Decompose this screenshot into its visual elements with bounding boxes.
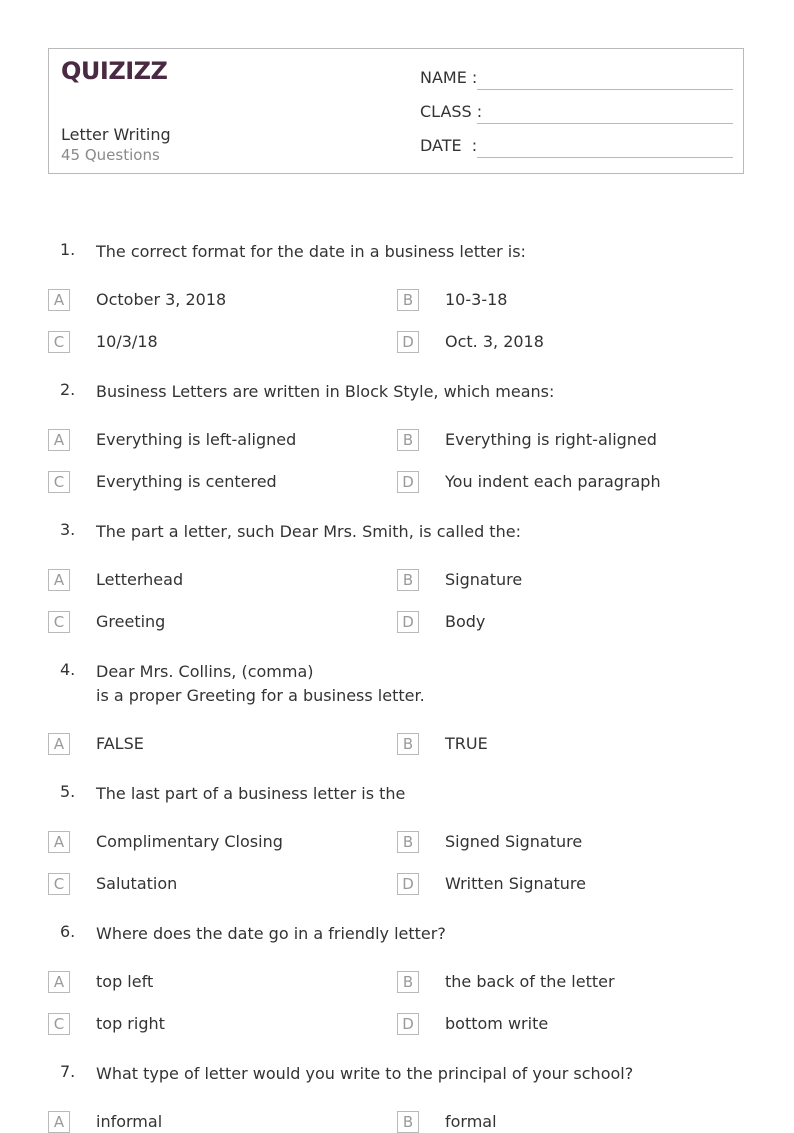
option-text: Letterhead <box>96 570 184 589</box>
question-text: The correct format for the date in a business letter is: <box>96 242 526 261</box>
option-text: Everything is centered <box>96 472 277 491</box>
quizizz-logo: QUIZIZZ <box>61 57 168 85</box>
option-text: Signature <box>445 570 523 589</box>
worksheet-header <box>48 48 744 174</box>
option-letter-box[interactable]: C <box>48 1013 70 1035</box>
option-letter-box[interactable]: C <box>48 873 70 895</box>
question-text: The part a letter, such Dear Mrs. Smith, is called the: <box>96 522 521 541</box>
option-text: Signed Signature <box>445 832 583 851</box>
option-text: October 3, 2018 <box>96 290 227 309</box>
option-letter-box[interactable]: D <box>397 331 419 353</box>
option-text: Body <box>445 612 486 631</box>
option-text: Everything is right-aligned <box>445 430 657 449</box>
date-line[interactable] <box>477 157 733 158</box>
option-letter-box[interactable]: C <box>48 331 70 353</box>
option-letter-box[interactable]: A <box>48 289 70 311</box>
option-text: formal <box>445 1112 497 1131</box>
option-text: bottom write <box>445 1014 549 1033</box>
option-letter-box[interactable]: B <box>397 733 419 755</box>
question-number: 3. <box>60 520 76 539</box>
question-number: 1. <box>60 240 76 259</box>
option-letter-box[interactable]: B <box>397 831 419 853</box>
option-letter-box[interactable]: C <box>48 611 70 633</box>
option-letter-box[interactable]: D <box>397 1013 419 1035</box>
option-text: Greeting <box>96 612 166 631</box>
option-text: top left <box>96 972 154 991</box>
option-letter-box[interactable]: D <box>397 873 419 895</box>
option-letter-box[interactable]: D <box>397 471 419 493</box>
option-text: Salutation <box>96 874 178 893</box>
option-letter-box[interactable]: A <box>48 429 70 451</box>
option-text: 10/3/18 <box>96 332 158 351</box>
name-label: NAME : <box>420 68 478 87</box>
question-text: The last part of a business letter is the <box>96 784 406 803</box>
question-number: 5. <box>60 782 76 801</box>
option-letter-box[interactable]: B <box>397 429 419 451</box>
option-letter-box[interactable]: A <box>48 1111 70 1133</box>
question-text: Business Letters are written in Block Style, which means: <box>96 382 555 401</box>
option-letter-box[interactable]: A <box>48 971 70 993</box>
option-text: informal <box>96 1112 163 1131</box>
option-letter-box[interactable]: B <box>397 569 419 591</box>
option-letter-box[interactable]: B <box>397 289 419 311</box>
option-letter-box[interactable]: C <box>48 471 70 493</box>
class-label: CLASS : <box>420 102 483 121</box>
worksheet-title: Letter Writing <box>61 125 171 144</box>
question-number: 7. <box>60 1062 76 1081</box>
option-text: Complimentary Closing <box>96 832 283 851</box>
option-letter-box[interactable]: A <box>48 569 70 591</box>
question-text: Dear Mrs. Collins, (comma) <box>96 662 314 681</box>
option-letter-box[interactable]: B <box>397 1111 419 1133</box>
option-letter-box[interactable]: A <box>48 733 70 755</box>
option-text: Oct. 3, 2018 <box>445 332 544 351</box>
option-text: FALSE <box>96 734 144 753</box>
question-number: 4. <box>60 660 76 679</box>
option-text: 10-3-18 <box>445 290 508 309</box>
option-text: top right <box>96 1014 165 1033</box>
question-text: is a proper Greeting for a business letter. <box>96 686 425 705</box>
question-text: Where does the date go in a friendly letter? <box>96 924 446 943</box>
question-count: 45 Questions <box>61 146 160 164</box>
option-text: the back of the letter <box>445 972 615 991</box>
class-line[interactable] <box>477 123 733 124</box>
option-letter-box[interactable]: A <box>48 831 70 853</box>
option-text: You indent each paragraph <box>445 472 661 491</box>
option-letter-box[interactable]: B <box>397 971 419 993</box>
question-number: 2. <box>60 380 76 399</box>
option-text: Written Signature <box>445 874 586 893</box>
option-text: Everything is left-aligned <box>96 430 297 449</box>
question-text: What type of letter would you write to the principal of your school? <box>96 1064 634 1083</box>
question-number: 6. <box>60 922 76 941</box>
date-label: DATE : <box>420 136 478 155</box>
option-text: TRUE <box>445 734 488 753</box>
option-letter-box[interactable]: D <box>397 611 419 633</box>
name-line[interactable] <box>477 89 733 90</box>
